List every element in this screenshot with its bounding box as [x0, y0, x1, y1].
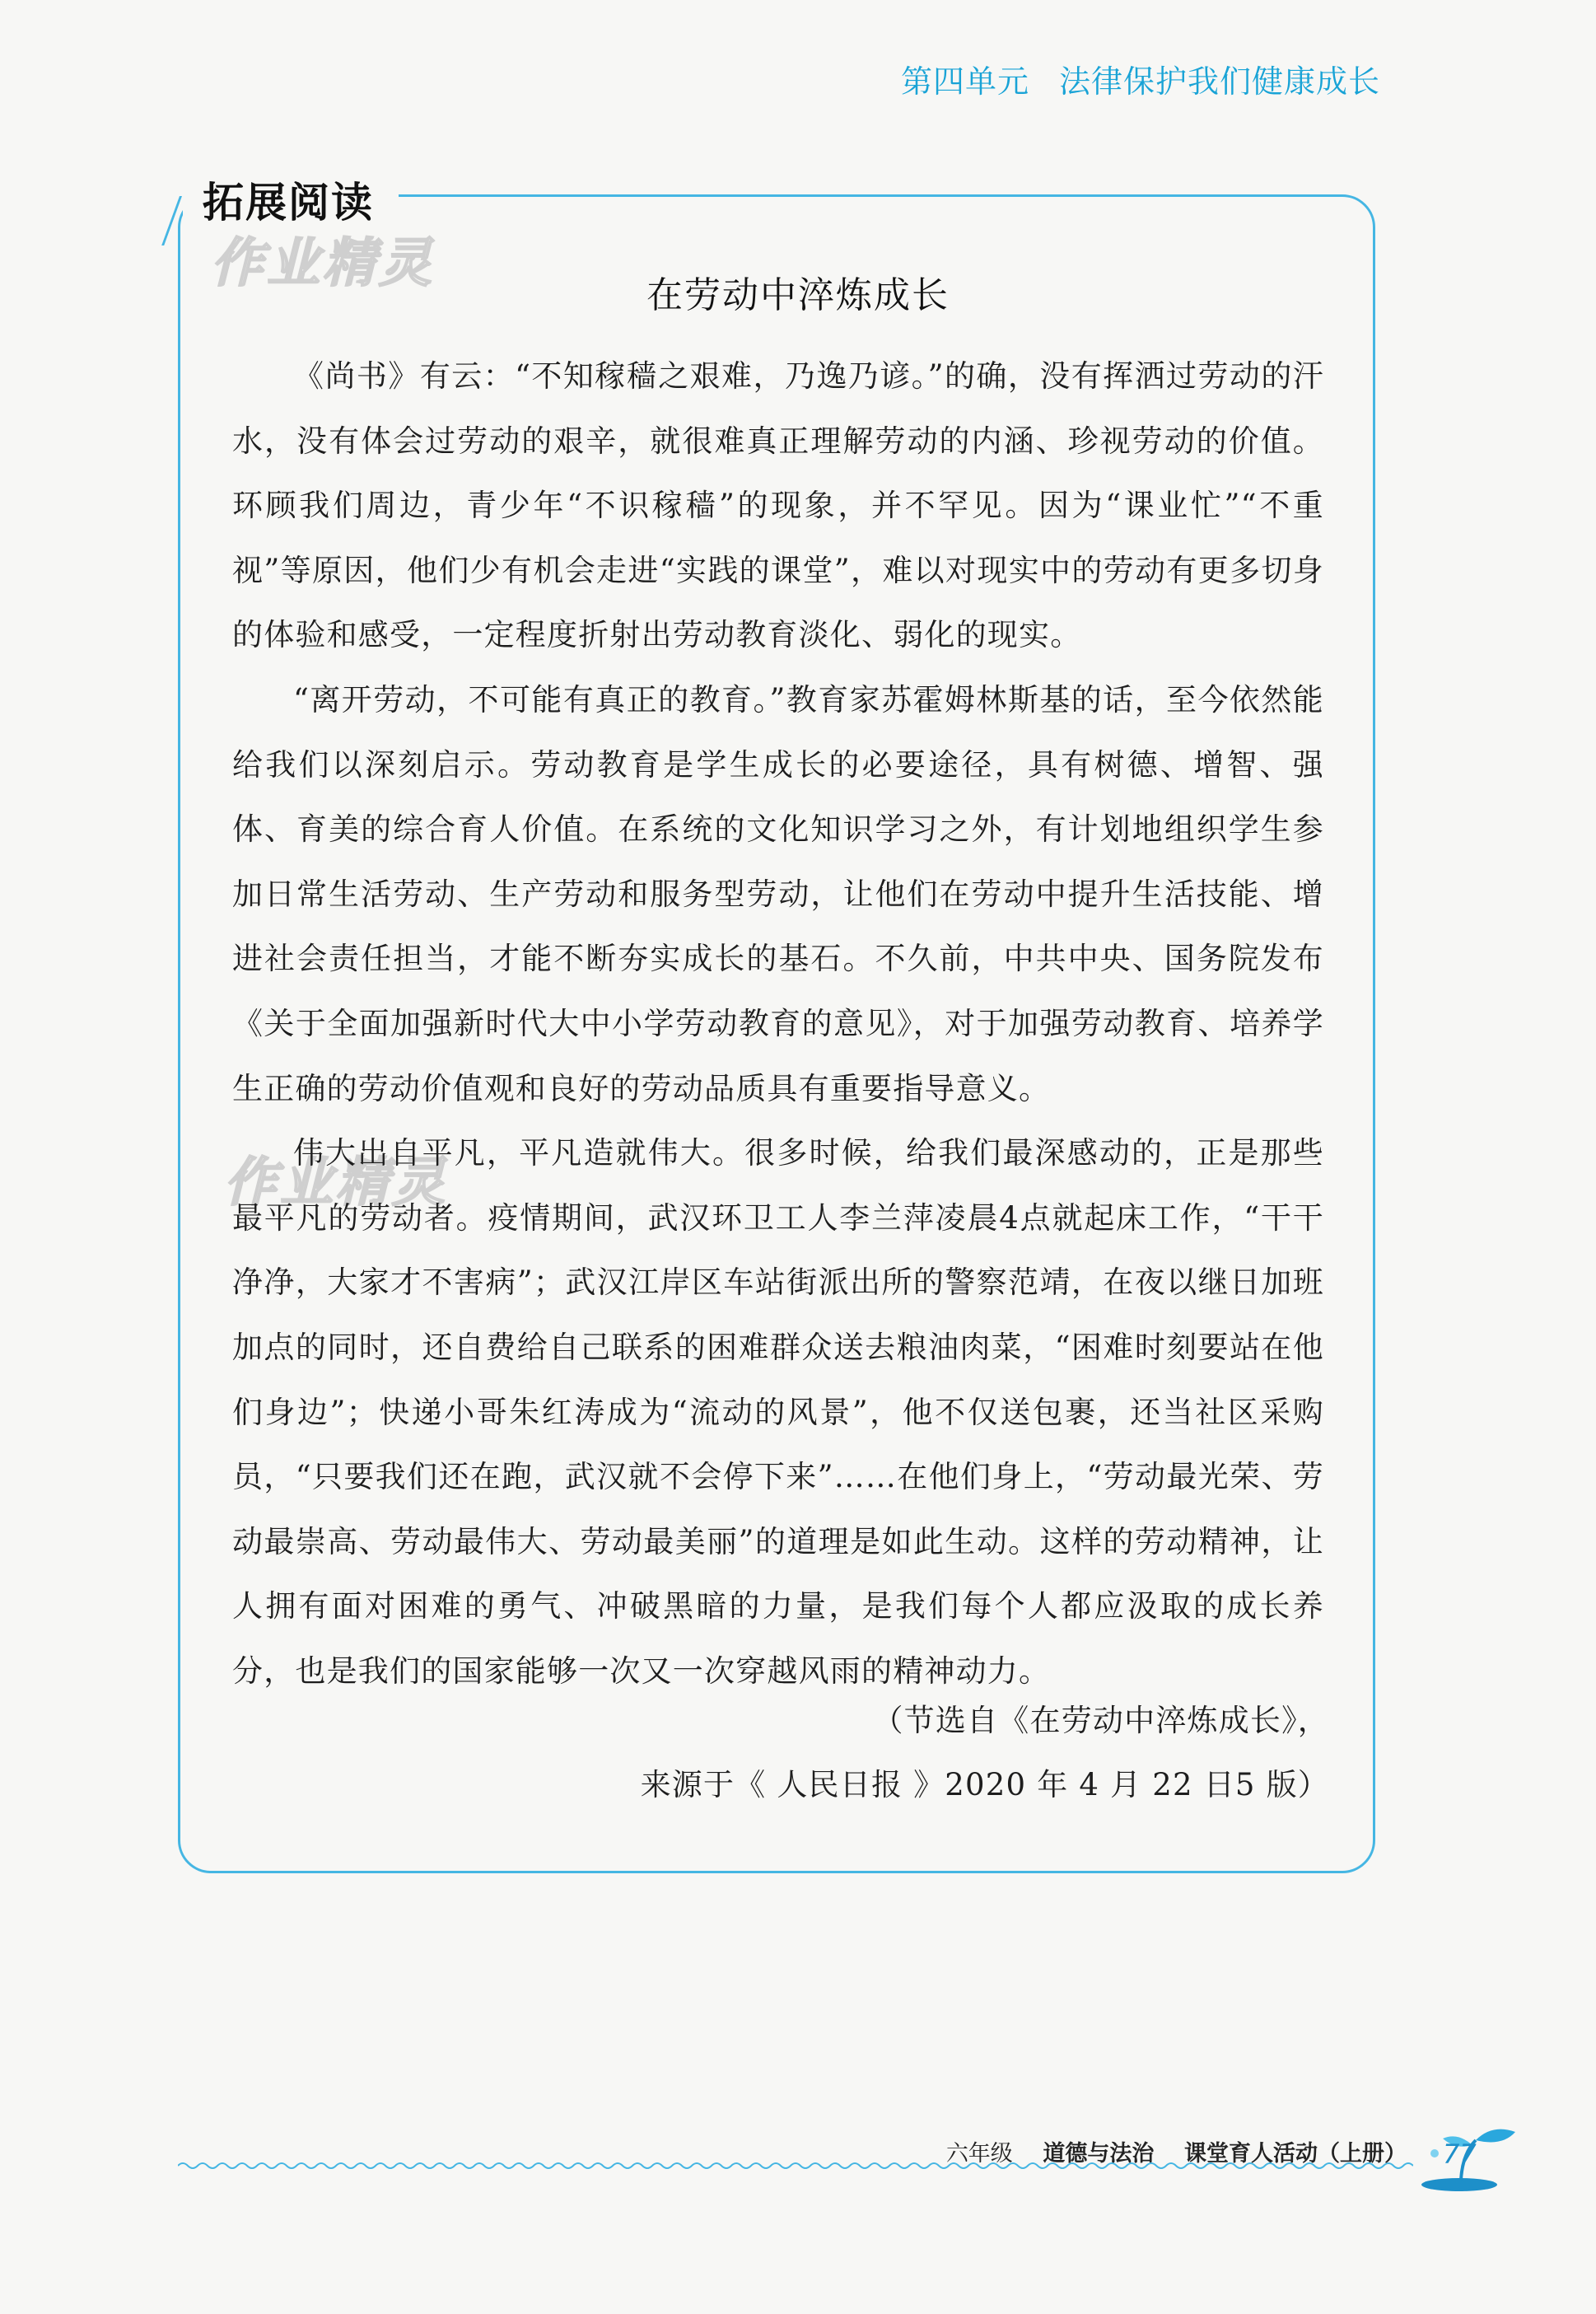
unit-title: 法律保护我们健康成长	[1058, 63, 1380, 100]
unit-label: 第四单元	[900, 63, 1029, 100]
paragraph-3: 伟大出自平凡，平凡造就伟大。很多时候，给我们最深感动的，正是那些最平凡的劳动者。疫情期间，武汉环卫工人李兰萍凌晨4点就起床工作，“干干净净，大家才不害病”；武汉江岸区车站街派出所的警察范靖，在夜以继日加班加点的同时，还自费给自己联系的困难群众送去粮油肉菜，“困难时刻要站在他们身边”；快递小哥朱红涛成为“流动的风景”，他不仅送包裹，还当社区采购员，“只要我们还在跑，武汉就不会停下来”……在他们身上，“劳动最光荣、劳动最崇高、劳动最伟大、劳动最美丽”的道理是如此生动。这样的劳动精神，让人拥有面对困难的勇气、冲破黑暗的力量，是我们每个人都应汲取的成长养分，也是我们的国家能够一次又一次穿越风雨的精神动力。	[232, 1135, 1324, 1689]
footer-wave-line	[178, 2160, 1413, 2171]
source-line-1: （节选自《在劳动中淬炼成长》，	[872, 1703, 1329, 1738]
article-body	[232, 344, 1324, 1704]
watermark-logo: 作业精灵	[224, 1152, 448, 1213]
footer-grade: 六年级	[945, 2141, 1013, 2167]
article-source	[641, 1689, 1329, 1817]
source-line-2: 来源于《 人民日报 》2020 年 4 月 22 日5 版）	[640, 1767, 1329, 1802]
footer-book: 课堂育人活动（上册）	[1184, 2141, 1407, 2167]
page-number-badge	[1410, 2120, 1525, 2195]
article-title: 在劳动中淬炼成长	[646, 274, 950, 316]
section-title: 拓展阅读	[203, 179, 374, 227]
page-number: 77	[1443, 2139, 1477, 2170]
footer-subject: 道德与法治	[1043, 2141, 1155, 2167]
paragraph-2: “离开劳动，不可能有真正的教育。”教育家苏霍姆林斯基的话，至今依然能给我们以深刻启示。劳动教育是学生成长的必要途径，具有树德、增智、强体、育美的综合育人价值。在系统的文化知识学习之外，有计划地组织学生参加日常生活劳动、生产劳动和服务型劳动，让他们在劳动中提升生活技能、增进社会责任担当，才能不断夯实成长的基石。不久前，中共中央、国务院发布《关于全面加强新时代大中小学劳动教育的意见》，对于加强劳动教育、培养学生正确的劳动价值观和良好的劳动品质具有重要指导意义。	[232, 681, 1324, 1106]
unit-header	[901, 56, 1380, 101]
paragraph-1: 《尚书》有云：“不知稼穑之艰难，乃逸乃谚。”的确，没有挥洒过劳动的汗水，没有体会过劳动的艰辛，就很难真正理解劳动的内涵、珍视劳动的价值。环顾我们周边，青少年“不识稼穑”的现象，并不罕见。因为“课业忙”“不重视”等原因，他们少有机会走进“实践的课堂”，难以对现实中的劳动有更多切身的体验和感受，一定程度折射出劳动教育淡化、弱化的现实。	[232, 358, 1324, 653]
watermark-logo: 作业精灵	[211, 233, 435, 294]
